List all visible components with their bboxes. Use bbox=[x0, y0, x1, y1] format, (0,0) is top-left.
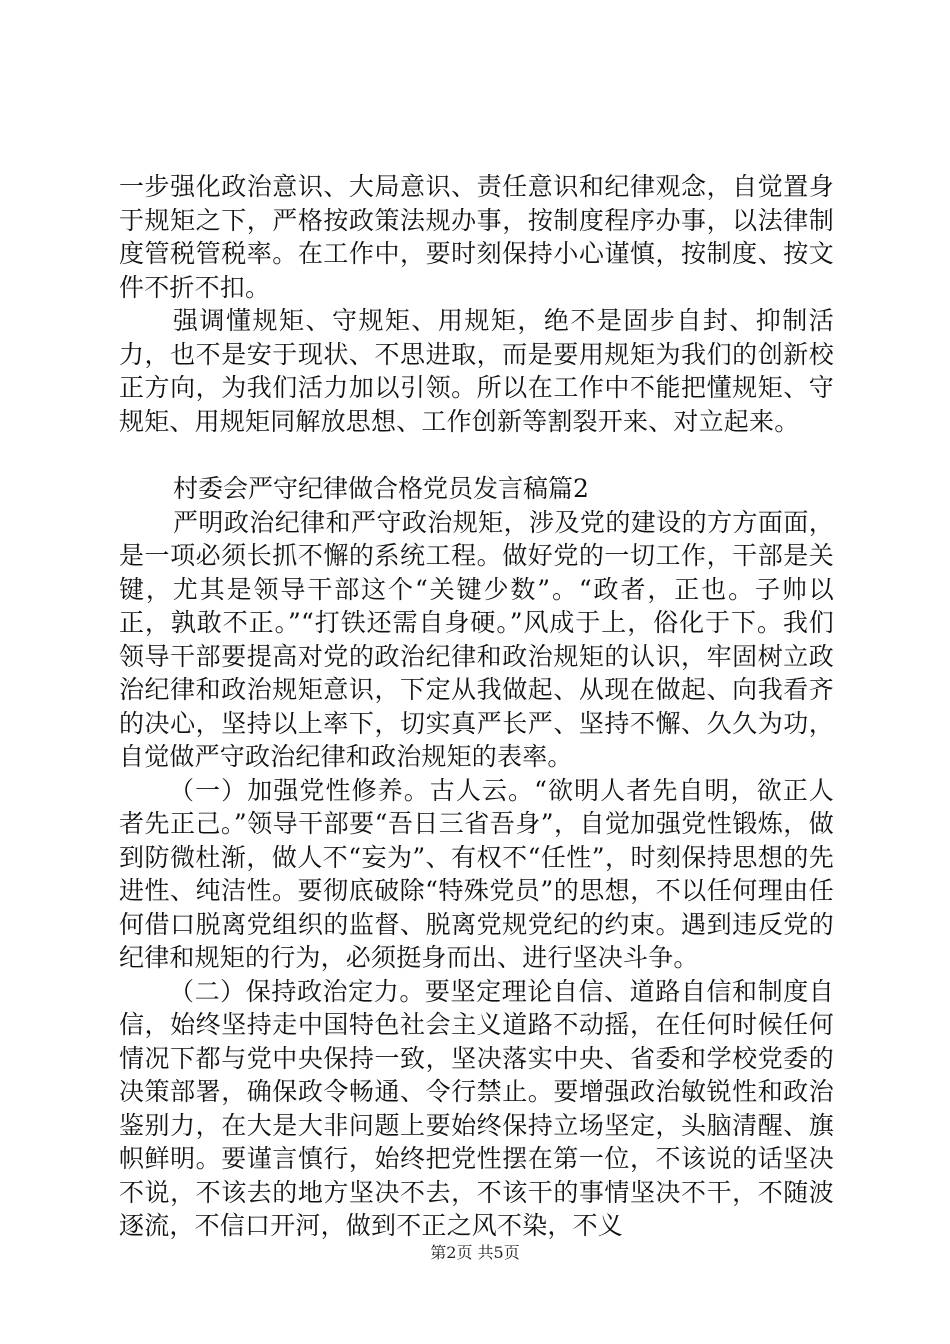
body-paragraph: 强调懂规矩、守规矩、用规矩，绝不是固步自封、抑制活力，也不是安于现状、不思进取，而是要用规矩为我们的创新校正方向，为我们活力加以引领。所以在工作中不能把懂规矩、守规矩、用规矩同解放思想、工作创新等割裂开来、对立起来。 bbox=[119, 306, 834, 436]
section-title: 村委会严守纪律做合格党员发言稿篇2 bbox=[173, 474, 589, 503]
body-paragraph-continued: 一步强化政治意识、大局意识、责任意识和纪律观念，自觉置身于规矩之下，严格按政策法规办事，按制度程序办事，以法律制度管税管税率。在工作中，要时刻保持小心谨慎，按制度、按文件不折不扣。 bbox=[119, 172, 834, 302]
paragraph-gap bbox=[119, 438, 834, 472]
page-footer: 第2页 共5页 bbox=[430, 1243, 520, 1262]
section-paragraph-point-1: （一）加强党性修养。古人云。“欲明人者先自明，欲正人者先正己。”领导干部要“吾日三省吾身”，自觉加强党性锻炼，做到防微杜渐，做人不“妄为”、有权不“任性”，时刻保持思想的先进性、纯洁性。要彻底破除“特殊党员”的思想，不以任何理由任何借口脱离党组织的监督、脱离党规党纪的约束。遇到违反党的纪律和规矩的行为，必须挺身而出、进行坚决斗争。 bbox=[119, 775, 834, 972]
document-body bbox=[119, 170, 834, 1243]
section-paragraph-point-2: （二）保持政治定力。要坚定理论自信、道路自信和制度自信，始终坚持走中国特色社会主义道路不动摇，在任何时候任何情况下都与党中央保持一致，坚决落实中央、省委和学校党委的决策部署，确保政令畅通、令行禁止。要增强政治敏锐性和政治鉴别力，在大是大非问题上要始终保持立场坚定，头脑清醒、旗帜鲜明。要谨言慎行，始终把党性摆在第一位，不该说的话坚决不说，不该去的地方坚决不去，不该干的事情坚决不干，不随波逐流，不信口开河，做到不正之风不染，不义 bbox=[119, 976, 834, 1240]
section-paragraph: 严明政治纪律和严守政治规矩，涉及党的建设的方方面面，是一项必须长抓不懈的系统工程。做好党的一切工作，干部是关键，尤其是领导干部这个“关键少数”。“政者，正也。子帅以正，孰敢不正。”“打铁还需自身硬。”风成于上，俗化于下。我们领导干部要提高对党的政治纪律和政治规矩的认识，牢固树立政治纪律和政治规矩意识，下定从我做起、从现在做起、向我看齐的决心，坚持以上率下，切实真严长严、坚持不懈、久久为功，自觉做严守政治纪律和政治规矩的表率。 bbox=[119, 507, 834, 771]
